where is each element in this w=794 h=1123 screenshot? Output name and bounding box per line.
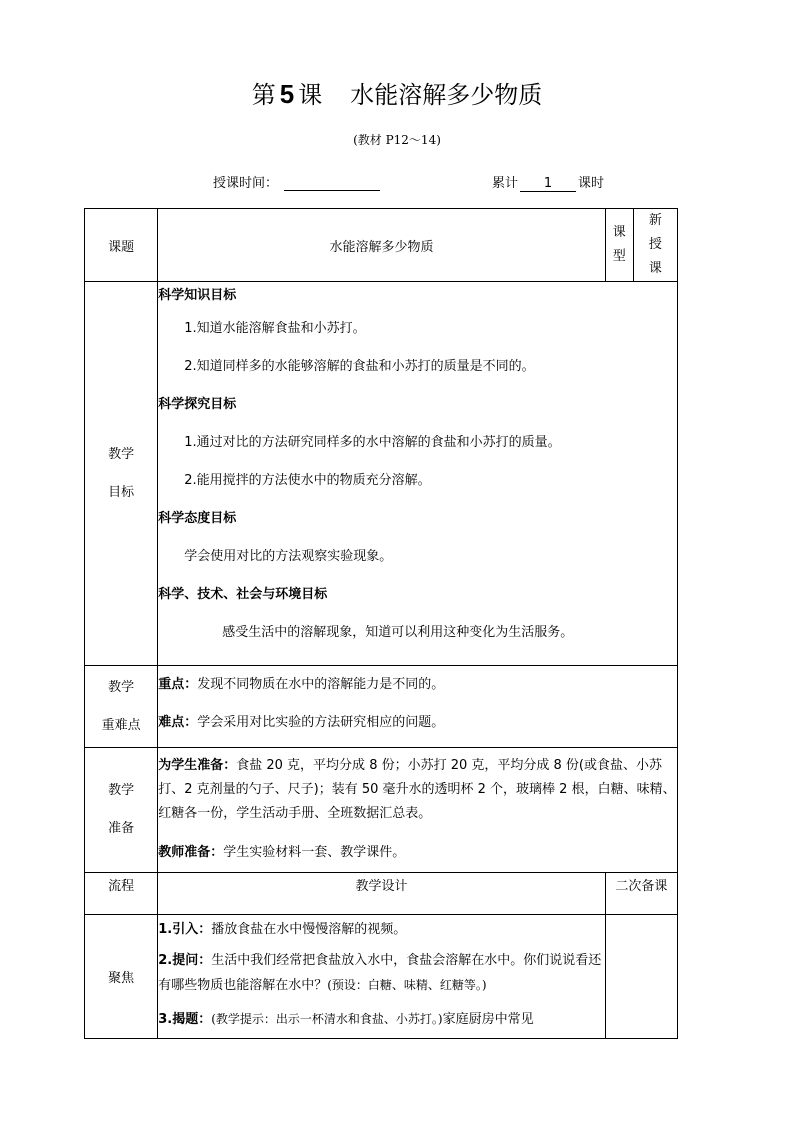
goal-heading-stse: 科学、技术、社会与环境目标 bbox=[158, 587, 328, 602]
row-key-points bbox=[85, 666, 678, 748]
key-content bbox=[158, 666, 678, 748]
row-topic bbox=[85, 209, 678, 282]
focus-question-label: 2.提问： bbox=[158, 953, 212, 968]
focus-intro-text: 播放食盐在水中慢慢溶解的视频。 bbox=[211, 922, 407, 937]
total-periods bbox=[492, 172, 604, 192]
row-flow-header bbox=[85, 873, 678, 915]
focus-content bbox=[158, 915, 606, 1039]
page-title bbox=[0, 78, 794, 111]
focus-reveal-text: 家庭厨房中常见 bbox=[442, 1012, 534, 1027]
key-label bbox=[85, 666, 158, 748]
difficult-point bbox=[158, 704, 677, 742]
lesson-time-blank[interactable] bbox=[284, 176, 380, 191]
prep-label bbox=[85, 748, 158, 873]
focus-intro-label: 1.引入： bbox=[158, 922, 212, 937]
key-label-1: 教学 bbox=[108, 679, 135, 695]
topic-label: 课题 bbox=[85, 209, 158, 282]
key-label-2: 重难点 bbox=[101, 717, 141, 733]
goal-item: 2.知道同样多的水能够溶解的食盐和小苏打的质量是不同的。 bbox=[184, 359, 535, 374]
prep-label-1: 教学 bbox=[108, 783, 135, 798]
key-point bbox=[158, 666, 677, 704]
goal-heading-inquiry: 科学探究目标 bbox=[158, 397, 237, 412]
focus-intro bbox=[158, 917, 605, 943]
lesson-time-label: 授课时间： bbox=[213, 176, 279, 191]
goal-item: 2.能用搅拌的方法使水中的物质充分溶解。 bbox=[184, 473, 431, 488]
goal-item: 1.知道水能溶解食盐和小苏打。 bbox=[184, 321, 366, 336]
row-focus bbox=[85, 915, 678, 1039]
row-goals bbox=[85, 282, 678, 666]
goal-item: 学会使用对比的方法观察实验现象。 bbox=[184, 549, 393, 564]
goals-label bbox=[85, 282, 158, 666]
focus-question-note: (预设：白糖、味精、红糖等。) bbox=[327, 978, 487, 992]
topic-value: 水能溶解多少物质 bbox=[158, 209, 606, 282]
flow-header-process: 流程 bbox=[85, 873, 158, 915]
teacher-prep-label: 教师准备： bbox=[158, 845, 224, 860]
key-point-label: 重点： bbox=[158, 677, 198, 692]
goals-label-1: 教学 bbox=[108, 446, 135, 462]
teacher-prep-text: 学生实验材料一套、教学课件。 bbox=[223, 845, 406, 860]
goal-item: 感受生活中的溶解现象，知道可以利用这种变化为生活服务。 bbox=[222, 625, 574, 640]
type-label: 课型 bbox=[605, 209, 633, 282]
focus-question-text: 生活中我们经常把食盐放入水中，食盐会溶解在水中。你们说说看还有哪些物质也能溶解在水中？ bbox=[158, 953, 602, 993]
lesson-plan-table bbox=[84, 208, 678, 1039]
focus-reveal-label: 3.揭题： bbox=[158, 1012, 212, 1027]
row-preparation bbox=[85, 748, 678, 873]
focus-label: 聚焦 bbox=[85, 915, 158, 1039]
total-suffix: 课时 bbox=[578, 176, 605, 191]
difficult-point-label: 难点： bbox=[158, 715, 198, 730]
lesson-number: 5 bbox=[279, 79, 295, 109]
goal-heading-attitude: 科学态度目标 bbox=[158, 511, 237, 526]
textbook-pages: (教材 P12～14) bbox=[353, 133, 441, 147]
total-value: 1 bbox=[520, 176, 576, 192]
type-value: 新授课 bbox=[633, 209, 677, 282]
meta-row bbox=[0, 172, 794, 192]
lesson-time bbox=[213, 172, 380, 191]
difficult-point-text: 学会采用对比实验的方法研究相应的问题。 bbox=[197, 715, 445, 730]
focus-reveal bbox=[158, 1006, 605, 1033]
focus-revision[interactable] bbox=[605, 915, 677, 1039]
student-prep bbox=[158, 754, 677, 826]
goals-label-2: 目标 bbox=[108, 484, 135, 500]
lesson-title: 水能溶解多少物质 bbox=[350, 81, 543, 109]
flow-header-design: 教学设计 bbox=[158, 873, 606, 915]
total-prefix: 累计 bbox=[492, 176, 519, 191]
goal-heading-knowledge: 科学知识目标 bbox=[158, 288, 237, 303]
key-point-text: 发现不同物质在水中的溶解能力是不同的。 bbox=[197, 677, 445, 692]
focus-reveal-note: (教学提示：出示一杯清水和食盐、小苏打。) bbox=[211, 1012, 443, 1026]
goals-content bbox=[158, 282, 678, 666]
flow-header-revision: 二次备课 bbox=[605, 873, 677, 915]
student-prep-text: 食盐 20 克，平均分成 8 份；小苏打 20 克，平均分成 8 份(或食盐、小苏打、2 克剂量的勺子、尺子)；装有 50 毫升水的透明杯 2 个，玻璃棒 2 根，白糖、味精、红糖各一份，学生活动手册、全班数据汇总表。 bbox=[158, 758, 676, 821]
title-suffix: 课 bbox=[298, 81, 323, 109]
prep-label-2: 准备 bbox=[108, 821, 135, 836]
student-prep-label: 为学生准备： bbox=[158, 758, 237, 773]
focus-question bbox=[158, 949, 605, 998]
goal-item: 1.通过对比的方法研究同样多的水中溶解的食盐和小苏打的质量。 bbox=[184, 435, 561, 450]
teacher-prep bbox=[158, 834, 677, 872]
title-prefix: 第 bbox=[251, 81, 276, 109]
prep-content bbox=[158, 748, 678, 873]
